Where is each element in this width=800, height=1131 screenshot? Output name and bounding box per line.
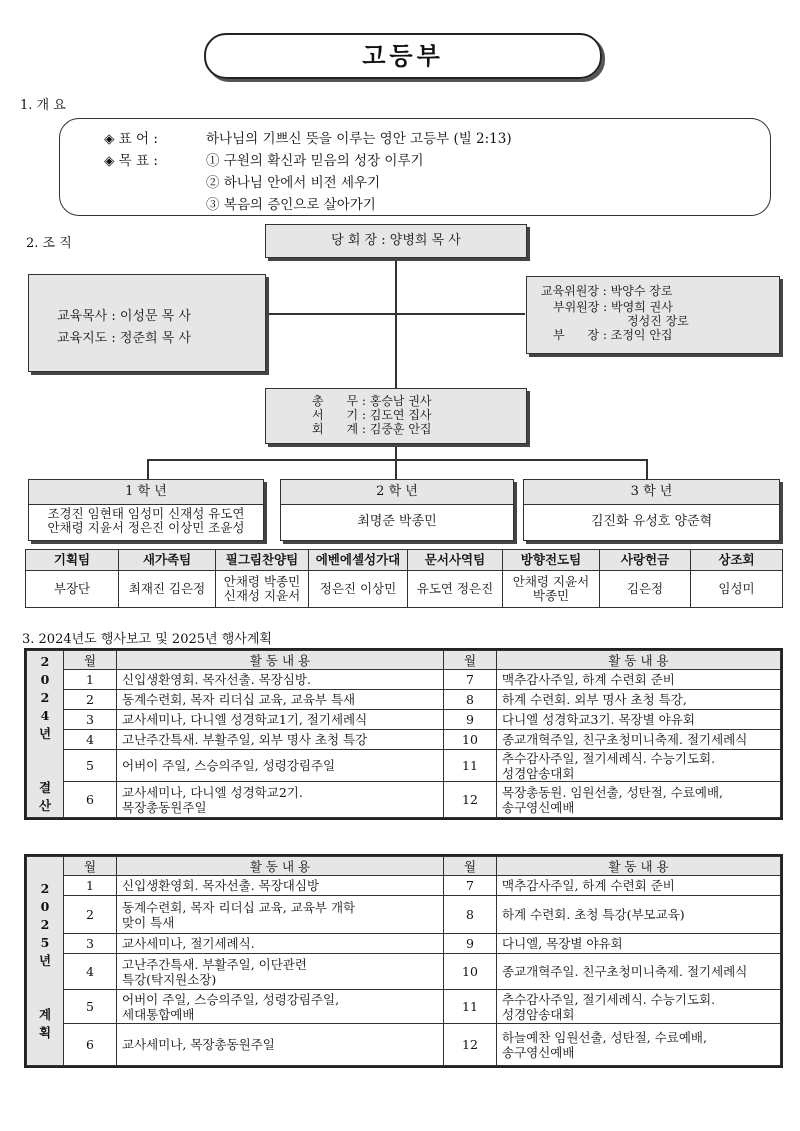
- team-header-6: 방향전도팀: [503, 550, 600, 571]
- month-header: 월: [64, 857, 117, 876]
- motto-label: ◈ 표 어 :: [104, 131, 158, 147]
- grade-1-members-line1: 조경진 임현태 임성미 신재성 유도연: [47, 506, 245, 521]
- team-header-5: 문서사역팀: [408, 550, 503, 571]
- table-row: [27, 710, 781, 730]
- month-header: 월: [444, 857, 497, 876]
- table-row: [27, 730, 781, 750]
- month-cell: 10: [444, 954, 497, 990]
- activity-cell: 교사세미나, 다니엘 성경학교2기. 목장총동원주일: [117, 782, 444, 818]
- month-cell: 12: [444, 1024, 497, 1066]
- month-cell: 6: [64, 1024, 117, 1066]
- activity-cell: 고난주간특새. 부활주일, 이단관련 특강(탁지원소장): [117, 954, 444, 990]
- activity-cell: 신입생환영회. 목자선출. 목장심방.: [117, 670, 444, 690]
- team-header-2: 새가족팀: [119, 550, 216, 571]
- grade-3-box: [523, 479, 780, 541]
- activity-cell: 목장총동원. 임원선출, 성탄절, 수료예배, 송구영신예배: [497, 782, 781, 818]
- table-row: [27, 1024, 781, 1066]
- grade-3-members: 김진화 유성호 양준혁: [590, 514, 713, 529]
- team-3-line1: 안채령 박종민: [223, 574, 301, 589]
- committee-box: [526, 276, 780, 354]
- team-header-8: 상조회: [691, 550, 783, 571]
- table-row: [27, 896, 781, 934]
- month-cell: 4: [64, 954, 117, 990]
- plan-table-2025-wrap: [24, 854, 783, 1068]
- grade-2-box: [280, 479, 514, 541]
- section-1-heading: 1. 개 요: [20, 98, 66, 113]
- education-pastor: 교육목사 : 이성문 목 사: [57, 309, 191, 324]
- team-header-3: 필그림찬양팀: [216, 550, 309, 571]
- activity-cell: 다니엘 성경학교3기. 목장별 야유회: [497, 710, 781, 730]
- chair-text: 당 회 장 : 양병희 목 사: [331, 233, 461, 248]
- month-cell: 3: [64, 710, 117, 730]
- activity-cell: 다니엘, 목장별 야유회: [497, 934, 781, 954]
- department-head: 부 장 : 조정익 안집: [553, 328, 673, 342]
- committee-vice: 부위원장 : 박영희 권사: [553, 300, 673, 314]
- month-cell: 2: [64, 690, 117, 710]
- table-row: [27, 876, 781, 896]
- activity-cell: 교사세미나, 절기세례식.: [117, 934, 444, 954]
- officers-box: [265, 388, 527, 444]
- grade-1-members: [29, 505, 263, 535]
- education-pastor-box: [28, 274, 266, 372]
- table-row: [27, 990, 781, 1024]
- month-cell: 12: [444, 782, 497, 818]
- activity-header: 활 동 내 용: [497, 651, 781, 670]
- org-branch-mid: [395, 459, 397, 479]
- table-row: [27, 690, 781, 710]
- activity-cell: 교사세미나, 다니엘 성경학교1기, 절기세례식: [117, 710, 444, 730]
- section-2-heading: 2. 조 직: [26, 236, 72, 251]
- month-cell: 2: [64, 896, 117, 934]
- activity-cell: 신입생환영회. 목자선출. 목장대심방: [117, 876, 444, 896]
- activity-header: 활 동 내 용: [117, 857, 444, 876]
- team-members-8: 임성미: [691, 571, 783, 608]
- officer-treasurer: 회 계 : 김중훈 안집: [312, 422, 432, 436]
- month-cell: 8: [444, 896, 497, 934]
- month-header: 월: [64, 651, 117, 670]
- org-branch-line: [147, 459, 647, 461]
- goal-1: ① 구원의 확신과 믿음의 성장 이루기: [206, 153, 424, 169]
- month-cell: 7: [444, 876, 497, 896]
- org-vertical-line: [395, 258, 397, 388]
- activity-cell: 추수감사주일, 절기세례식. 수능기도회. 성경암송대회: [497, 990, 781, 1024]
- team-members-3: [216, 571, 309, 608]
- goal-3: ③ 복음의 증인으로 살아가기: [206, 197, 376, 213]
- team-members-4: 정은진 이상민: [309, 571, 408, 608]
- month-cell: 4: [64, 730, 117, 750]
- activity-cell: 하계 수련회. 외부 명사 초청 특강,: [497, 690, 781, 710]
- team-6-line1: 안채령 지윤서: [512, 574, 590, 589]
- activity-header: 활 동 내 용: [497, 857, 781, 876]
- month-cell: 6: [64, 782, 117, 818]
- org-branch-left: [147, 459, 149, 479]
- month-cell: 9: [444, 710, 497, 730]
- activity-cell: 종교개혁주일. 친구초청미니축제. 절기세례식: [497, 954, 781, 990]
- plan-side-label: 2 0 2 5 년 계 획: [27, 857, 64, 1066]
- grade-2-members: 최명준 박종민: [357, 514, 437, 529]
- table-row: [27, 782, 781, 818]
- activity-cell: 맥추감사주일, 하계 수련회 준비: [497, 670, 781, 690]
- grade-1-title: 1 학 년: [29, 480, 263, 505]
- month-cell: 1: [64, 670, 117, 690]
- activity-cell: 추수감사주일, 절기세례식. 수능기도회. 성경암송대회: [497, 750, 781, 782]
- motto-text: 하나님의 기쁘신 뜻을 이루는 영안 고등부 (빌 2:13): [206, 131, 512, 147]
- education-director: 교육지도 : 정준희 목 사: [57, 331, 191, 346]
- month-cell: 9: [444, 934, 497, 954]
- activity-cell: 동계수련회, 목자 리더십 교육, 교육부 특새: [117, 690, 444, 710]
- month-header: 월: [444, 651, 497, 670]
- activity-cell: 하계 수련회. 초청 특강(부모교육): [497, 896, 781, 934]
- plan-table-2024-wrap: [24, 648, 783, 820]
- plan-table-2024: [26, 650, 781, 818]
- goal-label: ◈ 목 표 :: [104, 153, 158, 169]
- chair-box: [265, 224, 527, 258]
- month-cell: 5: [64, 750, 117, 782]
- team-members-2: 최재진 김은정: [119, 571, 216, 608]
- grade-3-title: 3 학 년: [524, 480, 779, 505]
- officer-general: 총 무 : 홍승남 권사: [312, 394, 432, 408]
- activity-cell: 종교개혁주일, 친구초청미니축제. 절기세례식: [497, 730, 781, 750]
- team-3-line2: 신재성 지윤서: [223, 588, 301, 603]
- activity-cell: 하늘예찬 임원선출, 성탄절, 수료예배, 송구영신예배: [497, 1024, 781, 1066]
- team-header-7: 사랑헌금: [600, 550, 691, 571]
- month-cell: 11: [444, 990, 497, 1024]
- team-members-7: 김은정: [600, 571, 691, 608]
- month-cell: 11: [444, 750, 497, 782]
- activity-cell: 어버이 주일, 스승의주일, 성령강림주일: [117, 750, 444, 782]
- table-row: [27, 954, 781, 990]
- page-title: 고등부: [204, 33, 602, 79]
- activity-cell: 맥추감사주일, 하계 수련회 준비: [497, 876, 781, 896]
- overview-box: [59, 118, 771, 216]
- officer-secretary: 서 기 : 김도연 집사: [312, 408, 432, 422]
- org-stem-line: [395, 442, 397, 460]
- month-cell: 7: [444, 670, 497, 690]
- table-row: [27, 670, 781, 690]
- grade-2-title: 2 학 년: [281, 480, 513, 505]
- plan-side-label: 2 0 2 4 년 결 산: [27, 651, 64, 818]
- month-cell: 3: [64, 934, 117, 954]
- activity-cell: 고난주간특새. 부활주일, 외부 명사 초청 특강: [117, 730, 444, 750]
- table-row: [27, 934, 781, 954]
- section-3-heading: 3. 2024년도 행사보고 및 2025년 행사계획: [22, 632, 272, 647]
- team-header-4: 에벤에셀성가대: [309, 550, 408, 571]
- month-cell: 1: [64, 876, 117, 896]
- teams-table: [25, 549, 783, 608]
- grade-1-members-line2: 안채령 지윤서 정은진 이상민 조윤성: [47, 520, 245, 535]
- team-6-line2: 박종민: [532, 588, 570, 603]
- team-members-1: 부장단: [26, 571, 119, 608]
- team-header-1: 기획팀: [26, 550, 119, 571]
- plan-table-2025: [26, 856, 781, 1066]
- month-cell: 5: [64, 990, 117, 1024]
- committee-vice-2: 정성진 장로: [627, 314, 689, 328]
- org-horizontal-line: [265, 313, 525, 315]
- team-members-6: [503, 571, 600, 608]
- month-cell: 8: [444, 690, 497, 710]
- activity-header: 활 동 내 용: [117, 651, 444, 670]
- activity-cell: 어버이 주일, 스승의주일, 성령강림주일, 세대통합예배: [117, 990, 444, 1024]
- activity-cell: 교사세미나, 목장총동원주일: [117, 1024, 444, 1066]
- table-row: [27, 750, 781, 782]
- goal-2: ② 하나님 안에서 비전 세우기: [206, 175, 381, 191]
- month-cell: 10: [444, 730, 497, 750]
- org-branch-right: [646, 459, 648, 479]
- committee-chair: 교육위원장 : 박양수 장로: [541, 284, 673, 298]
- team-members-5: 유도연 정은진: [408, 571, 503, 608]
- activity-cell: 동계수련회, 목자 리더십 교육, 교육부 개학 맞이 특새: [117, 896, 444, 934]
- grade-1-box: [28, 479, 264, 541]
